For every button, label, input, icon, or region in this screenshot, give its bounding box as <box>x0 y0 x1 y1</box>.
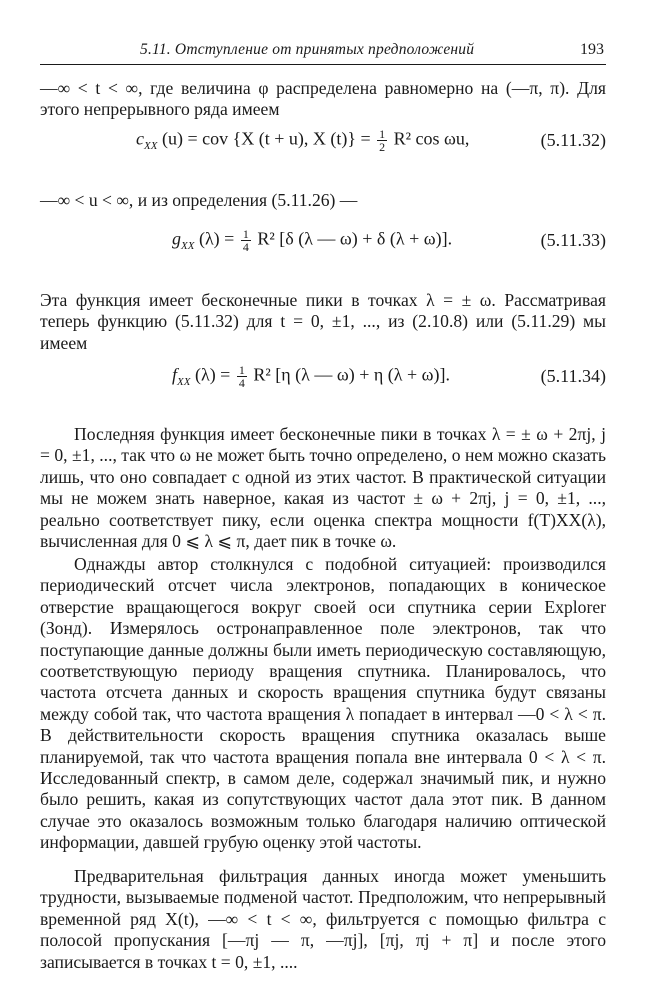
equation-body: $c_{XX}$ (u) = cov {X (t + u), X (t)} = $\frac{1}{2}$ R² cos ωu, <box>136 127 470 154</box>
equation-number: (5.11.34) <box>540 366 606 386</box>
equation-5-11-32 <box>40 122 606 162</box>
paragraph-4: Последняя функция имеет бесконечные пики в точках λ = ± ω + 2πj, j = 0, ±1, ..., так что ω не может быть точно определено, о нем можно сказать лишь, что оно совпадает с одной из этих частот. В практической ситуации мы не можем знать наверное, какая из частот ± ω + 2πj, j = 0, ±1, ..., реально соответствует пику, если оценка спектра мощности f(T)XX(λ), вычисленная для 0 ⩽ λ ⩽ π, дает пик в точке ω. <box>40 424 606 552</box>
equation-body: $f_{XX}$ (λ) = $\frac{1}{4}$ R² [η (λ — ω) + η (λ + ω)]. <box>172 363 450 390</box>
equation-number: (5.11.32) <box>540 130 606 150</box>
paragraph-5: Однажды автор столкнулся с подобной ситуацией: производился периодический отсчет числа электронов, попадающих в коническое отверстие вращающегося вокруг своей оси спутника серии Explorer (Зонд). Измерялось остронаправленное поле электронов, так что поступающие данные должны были иметь периодическую составляющую, соответствующую периоду вращения спутника. Планировалось, что частота отсчета данных и скорость вращения спутника будут связаны между собой так, что частота вращения λ попадает в интервал —0 < λ < π. В действительности скорость вращения спутника оказалась выше планируемой, так что частота вращения попала вне интервала 0 < λ < π. Исследованный спектр, в самом деле, содержал значимый пик, и нужно было решить, какая из сопутствующих частот дала этот пик. В данном случае это оказалось возможным только благодаря наличию оптической информации, давшей грубую оценку этой частоты. <box>40 554 606 853</box>
fraction: $\frac{1}{2}$ <box>379 127 386 154</box>
paragraph-3: Эта функция имеет бесконечные пики в точках λ = ± ω. Рассматривая теперь функцию (5.11.32) для t = 0, ±1, ..., из (2.10.8) или (5.11.29) мы имеем <box>40 290 606 353</box>
equation-body: $g_{XX}$ (λ) = $\frac{1}{4}$ R² [δ (λ — ω) + δ (λ + ω)]. <box>172 227 453 254</box>
running-header <box>40 38 606 65</box>
equation-number: (5.11.33) <box>540 230 606 250</box>
paragraph-1: —∞ < t < ∞, где величина φ распределена равномерно на (—π, π). Для этого непрерывного ряда имеем <box>40 78 606 120</box>
running-title: 5.11. Отступление от принятых предположений <box>140 41 475 58</box>
equation-5-11-33 <box>40 222 606 262</box>
page-number: 193 <box>580 41 604 58</box>
paragraph-2: —∞ < u < ∞, и из определения (5.11.26) — <box>40 190 358 210</box>
paragraph-6: Предварительная фильтрация данных иногда может уменьшить трудности, вызываемые подменой частот. Предположим, что непрерывный временной ряд X(t), —∞ < t < ∞, фильтруется с помощью фильтра с полосой пропускания [—πj — π, —πj], [πj, πj + π] и после этого записывается в точках t = 0, ±1, .... <box>40 866 606 972</box>
equation-5-11-34 <box>40 358 606 398</box>
fraction: $\frac{1}{4}$ <box>238 363 245 390</box>
fraction: $\frac{1}{4}$ <box>242 227 249 254</box>
